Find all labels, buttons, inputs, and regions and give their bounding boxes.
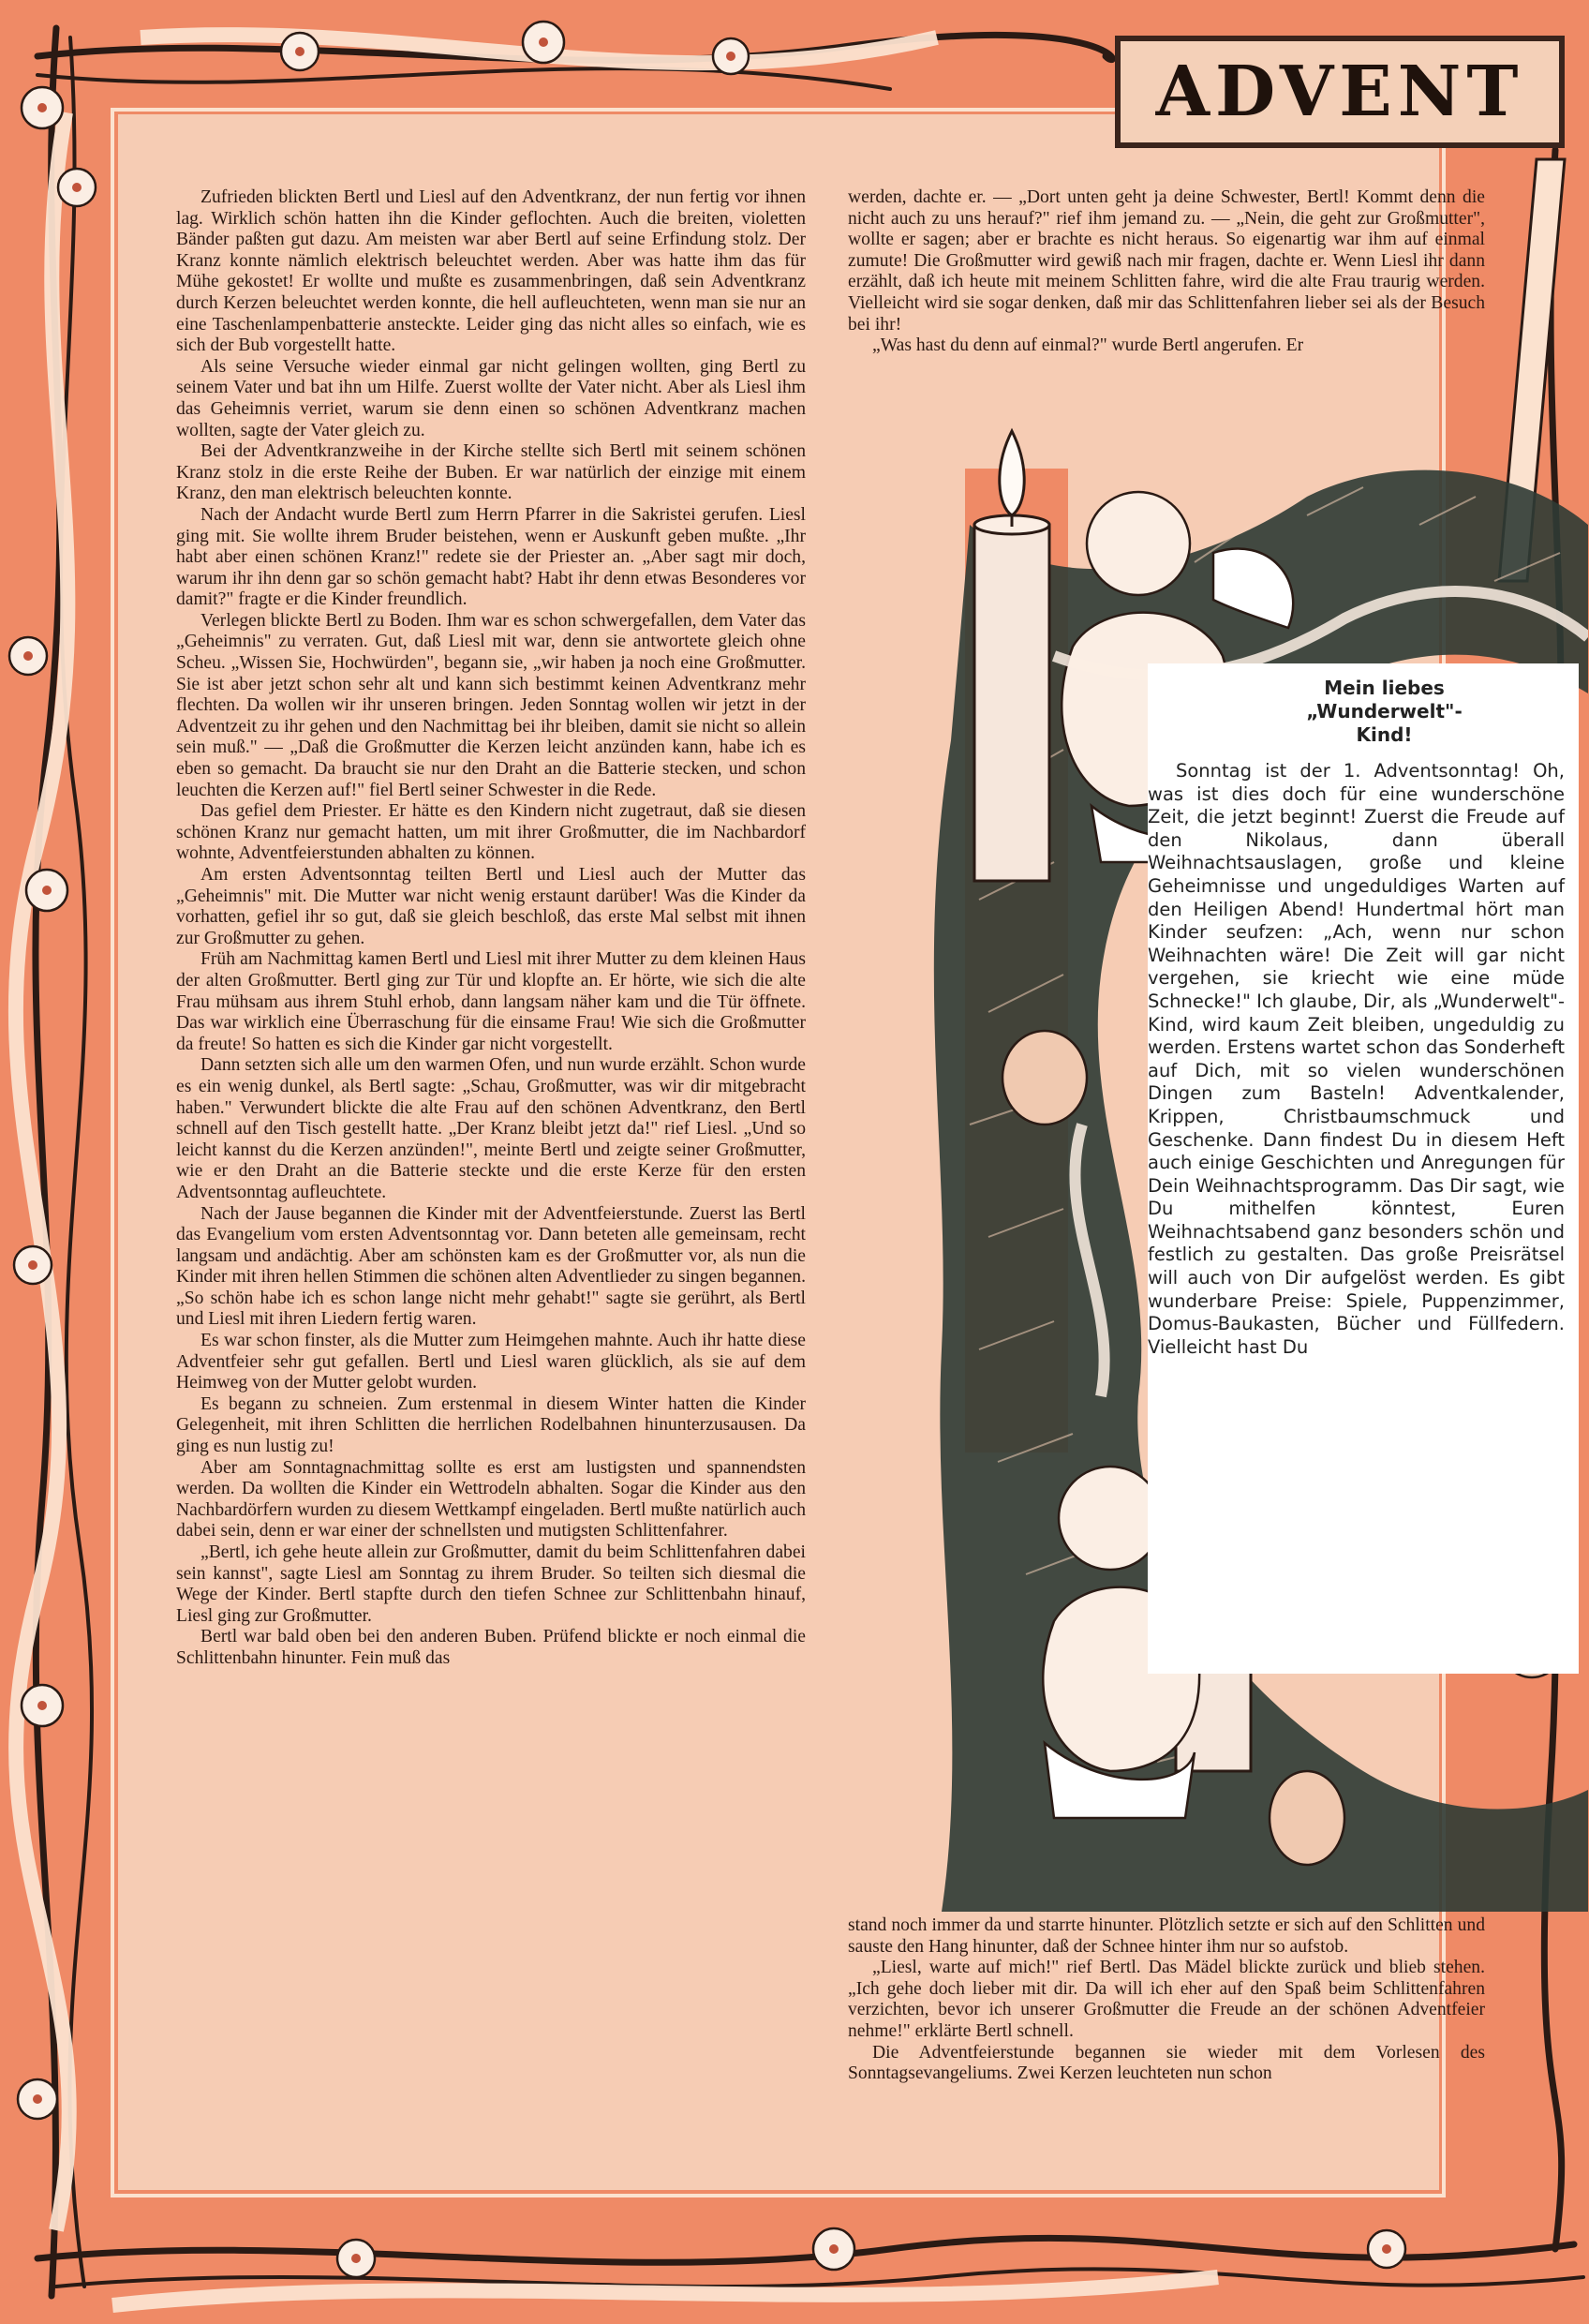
story-paragraph: Verlegen blickte Bertl zu Boden. Ihm war es schon schwergefallen, dem Vater das „Geheimnis" zu verraten. Gut, daß Liesl mit war, denn sie antwortete gleich ohne Scheu. „Wissen Sie, Hochwürden", begann sie, „wir haben ja noch eine Großmutter. Sie ist aber jetzt schon sehr alt und kann sich bestimmt keinen Adventkranz mehr flechten. Da wollen wir ihr unseren bringen. Jeden Sonntag wollen wir jetzt in der Adventzeit zu ihr gehen und den Nachmittag bei ihr bleiben, damit sie nicht so allein sein muß." — „Daß die Großmutter die Kerzen leicht anzünden kann, habe ich es eben so gemacht. Da braucht sie nur den Draht an die Batterie stecken, und schon leuchten die Kerzen auf!" fiel Bertl seiner Schwester in die Rede. xyxy=(176,610,806,800)
story-paragraph: Das gefiel dem Priester. Er hätte es den Kindern nicht zugetraut, daß sie diesen schönen Kranz nur gemacht hatten, um mit ihrer Großmutter, die im Nachbardorf wohnte, Adventfeierstunden abhalten zu können. xyxy=(176,801,806,864)
story-paragraph: Zufrieden blickten Bertl und Liesl auf den Adventkranz, der nun fertig vor ihnen lag. Wirklich schön hatten ihn die Kinder geflochten. Auch die breiten, violetten Bänder paßten gut dazu. Am meisten war aber Bertl auf seine Erfindung stolz. Der Kranz konnte nämlich elektrisch beleuchtet werden. Aber was hatte ihm das für Mühe gekostet! Er wollte und mußte es zusammenbringen, daß sein Adventkranz durch Kerzen beleuchtet werden konnte, die hell aufleuchteten, wenn man sie nur an eine Taschenlampenbatterie ansteckte. Leider ging das nicht alles so einfach, wie es sich der Bub vorgestellt hatte. xyxy=(176,187,806,356)
advent-title-box xyxy=(1115,36,1565,148)
letter-text: Sonntag ist der 1. Adventsonntag! Oh, was ist dies doch für eine wunderschöne Zeit, die jetzt beginnt! Zuerst die Freude auf den Nikolaus, dann überall Weihnachtsauslagen, große und kleine Geheimnisse und ungeduldiges Warten auf den Heiligen Abend! Hundertmal hört man Kinder seufzen: „Ach, wenn nur schon Weihnachten wäre! Die Zeit will gar nicht vergehen, sie kriecht wie eine müde Schnecke!" Ich glaube, Dir, als „Wunderwelt"-Kind, wird kaum Zeit bleiben, ungeduldig zu werden. Erstens wartet schon das Sonderheft auf Dich, mit so vielen wunderschönen Dingen zum Basteln! Adventkalender, Krippen, Christbaumschmuck und Geschenke. Dann findest Du in diesem Heft auch einige Geschichten und Anregungen für Dein Weihnachtsprogramm. Das Dir sagt, wie Du mithelfen könntest, Euren Weihnachtsabend ganz besonders schön und festlich zu gestalten. Das große Preisrätsel will auch von Dir aufgelöst werden. Es gibt wunderbare Preise: Spiele, Puppenzimmer, Domus-Baukasten, Bücher und Füllfedern. Vielleicht hast Du xyxy=(1148,760,1565,1358)
story-paragraph: Früh am Nachmittag kamen Bertl und Liesl mit ihrer Mutter zu dem kleinen Haus der alten Großmutter. Bertl ging zur Tür und klopfte an. Er hörte, wie sich die alte Frau mühsam aus ihrem Stuhl erhob, dann langsam näher kam und die Tür öffnete. Das war wirklich eine Überraschung für die einsame Frau! Wie sich die Großmutter da freute! So hatten es sich die Kinder gar nicht vorgestellt. xyxy=(176,949,806,1054)
story-paragraph: Es war schon finster, als die Mutter zum Heimgehen mahnte. Auch ihr hatte diese Adventfeier sehr gut gefallen. Bertl und Liesl waren glücklich, als sie auf dem Heimweg von der Mutter gelobt wurden. xyxy=(176,1331,806,1393)
story-paragraph: werden, dachte er. — „Dort unten geht ja deine Schwester, Bertl! Kommt denn die nicht auch zu uns herauf?" rief ihm jemand zu. — „Nein, die geht zur Großmutter", wollte er sagen; aber er brachte es nicht heraus. So eigenartig war ihm auf einmal zumute! Die Großmutter wird gewiß nach mir fragen, dachte er. Wenn Liesl ihr dann erzählt, daß ich heute mit meinem Schlitten fahre, wird die alte Frau traurig werden. Vielleicht wird sie sogar denken, daß mir das Schlittenfahren lieber sei als der Besuch bei ihr! xyxy=(848,187,1485,335)
story-right-bottom-column xyxy=(848,1915,1485,2085)
letter-heading xyxy=(1148,677,1565,747)
story-paragraph: stand noch immer da und starrte hinunter. Plötzlich setzte er sich auf den Schlitten und sauste den Hang hinunter, daß der Schnee hinter ihm nur so aufstob. xyxy=(848,1915,1485,1957)
letter-heading-line: „Wunderwelt"- xyxy=(1306,700,1463,723)
story-paragraph: Dann setzten sich alle um den warmen Ofen, und nun wurde erzählt. Schon wurde es ein wenig dunkel, als Bertl sagte: „Schau, Großmutter, was wir dir mitgebracht haben." Verwundert blickte die alte Frau auf den schönen Adventkranz, den Bertl schnell auf den Tisch gestellt hatte. „Der Kranz bleibt jetzt da!" rief Liesl. „Und so leicht kannst du die Kerzen anzünden!", meinte Bertl und zeigte seiner Großmutter, wie er den Draht an die Batterie steckte und die erste Kerze für den ersten Adventsonntag aufleuchtete. xyxy=(176,1055,806,1202)
story-right-top-column xyxy=(848,187,1485,357)
letter-heading-line: Kind! xyxy=(1356,723,1413,746)
story-paragraph: Am ersten Adventsonntag teilten Bertl und Liesl auch der Mutter das „Geheimnis" mit. Die Mutter war nicht wenig erstaunt darüber! Was die Kinder da vorhatten, gefiel ihr so gut, daß sie gleich beschloß, das erste Mal selbst mit ihnen zur Großmutter zu gehen. xyxy=(176,865,806,948)
letter-heading-line: Mein liebes xyxy=(1324,677,1445,699)
story-paragraph: Die Adventfeierstunde begannen sie wieder mit dem Vorlesen des Sonntagsevangeliums. Zwei Kerzen leuchteten nun schon xyxy=(848,2042,1485,2084)
story-paragraph: Es begann zu schneien. Zum erstenmal in diesem Winter hatten die Kinder Gelegenheit, mit ihren Schlitten die herrlichen Rodelbahnen hinunterzusausen. Da ging es nun lustig zu! xyxy=(176,1393,806,1457)
story-paragraph: Als seine Versuche wieder einmal gar nicht gelingen wollten, ging Bertl zu seinem Vater und bat ihn um Hilfe. Zuerst wollte der Vater nicht. Aber als Liesl ihm das Geheimnis verriet, warum sie denn einen so schönen Adventkranz machen wollten, sagte der Vater gleich zu. xyxy=(176,356,806,440)
story-paragraph: Bei der Adventkranzweihe in der Kirche stellte sich Bertl mit seinem schönen Kranz stolz in die erste Reihe der Buben. Er war natürlich der einzige mit einem Kranz, den man elektrisch beleuchten konnte. xyxy=(176,441,806,504)
story-paragraph: Nach der Andacht wurde Bertl zum Herrn Pfarrer in die Sakristei gerufen. Liesl ging mit. Sie wollte ihrem Bruder beistehen, wenn er Auskunft geben mußte. „Ihr habt aber einen schönen Kranz!" redete sie der Priester an. „Aber sagt mir doch, warum ihr ihn denn gar so schön gemacht habt? Habt ihr denn etwas Besonderes vor damit?" fragte er die Kinder freundlich. xyxy=(176,504,806,610)
story-paragraph: „Was hast du denn auf einmal?" wurde Bertl angerufen. Er xyxy=(872,335,1304,356)
reader-letter xyxy=(1148,677,1565,1359)
story-paragraph: „Bertl, ich gehe heute allein zur Großmutter, damit du beim Schlittenfahren dabei sein kannst", sagte Liesl am Sonntag zu ihrem Bruder. So teilten sich diesmal die Wege der Kinder. Bertl stapfte durch den tiefen Schnee zur Schlittenbahn hinauf, Liesl ging zur Großmutter. xyxy=(176,1542,806,1626)
story-paragraph: Bertl war bald oben bei den anderen Buben. Prüfend blickte er noch einmal die Schlittenbahn hinunter. Fein muß das xyxy=(176,1627,806,1668)
story-paragraph: „Liesl, warte auf mich!" rief Bertl. Das Mädel blickte zurück und blieb stehen. „Ich gehe doch lieber mit dir. Da will ich eher auf den Spaß beim Schlittenfahren verzichten, bevor ich unserer Großmutter die Freude an der schönen Adventfeier nehme!" erklärte Bertl schnell. xyxy=(848,1958,1485,2041)
story-left-column xyxy=(176,187,806,1670)
story-paragraph: Nach der Jause begannen die Kinder mit der Adventfeierstunde. Zuerst las Bertl das Evangelium vom ersten Adventsonntag vor. Dann beteten alle gemeinsam, recht langsam und andächtig. Aber am schönsten kam es der Großmutter vor, als nun die Kinder mit ihren hellen Stimmen die schönen alten Adventlieder zu singen begannen. „So schön habe ich es schon lange nicht mehr gehabt!" sagte sie gerührt, als Bertl und Liesl mit ihren Liedern fertig waren. xyxy=(176,1203,806,1330)
story-paragraph: Aber am Sonntagnachmittag sollte es erst am lustigsten und spannendsten werden. Da wollten die Kinder ein Wettrodeln abhalten. Sogar die Kinder aus den Nachbardörfern wurden zu diesem Wettkampf eingeladen. Bertl mußte natürlich auch dabei sein, denn er war einer der schnellsten und mutigsten Schlittenfahrer. xyxy=(176,1457,806,1542)
page-title: ADVENT xyxy=(1155,52,1524,132)
